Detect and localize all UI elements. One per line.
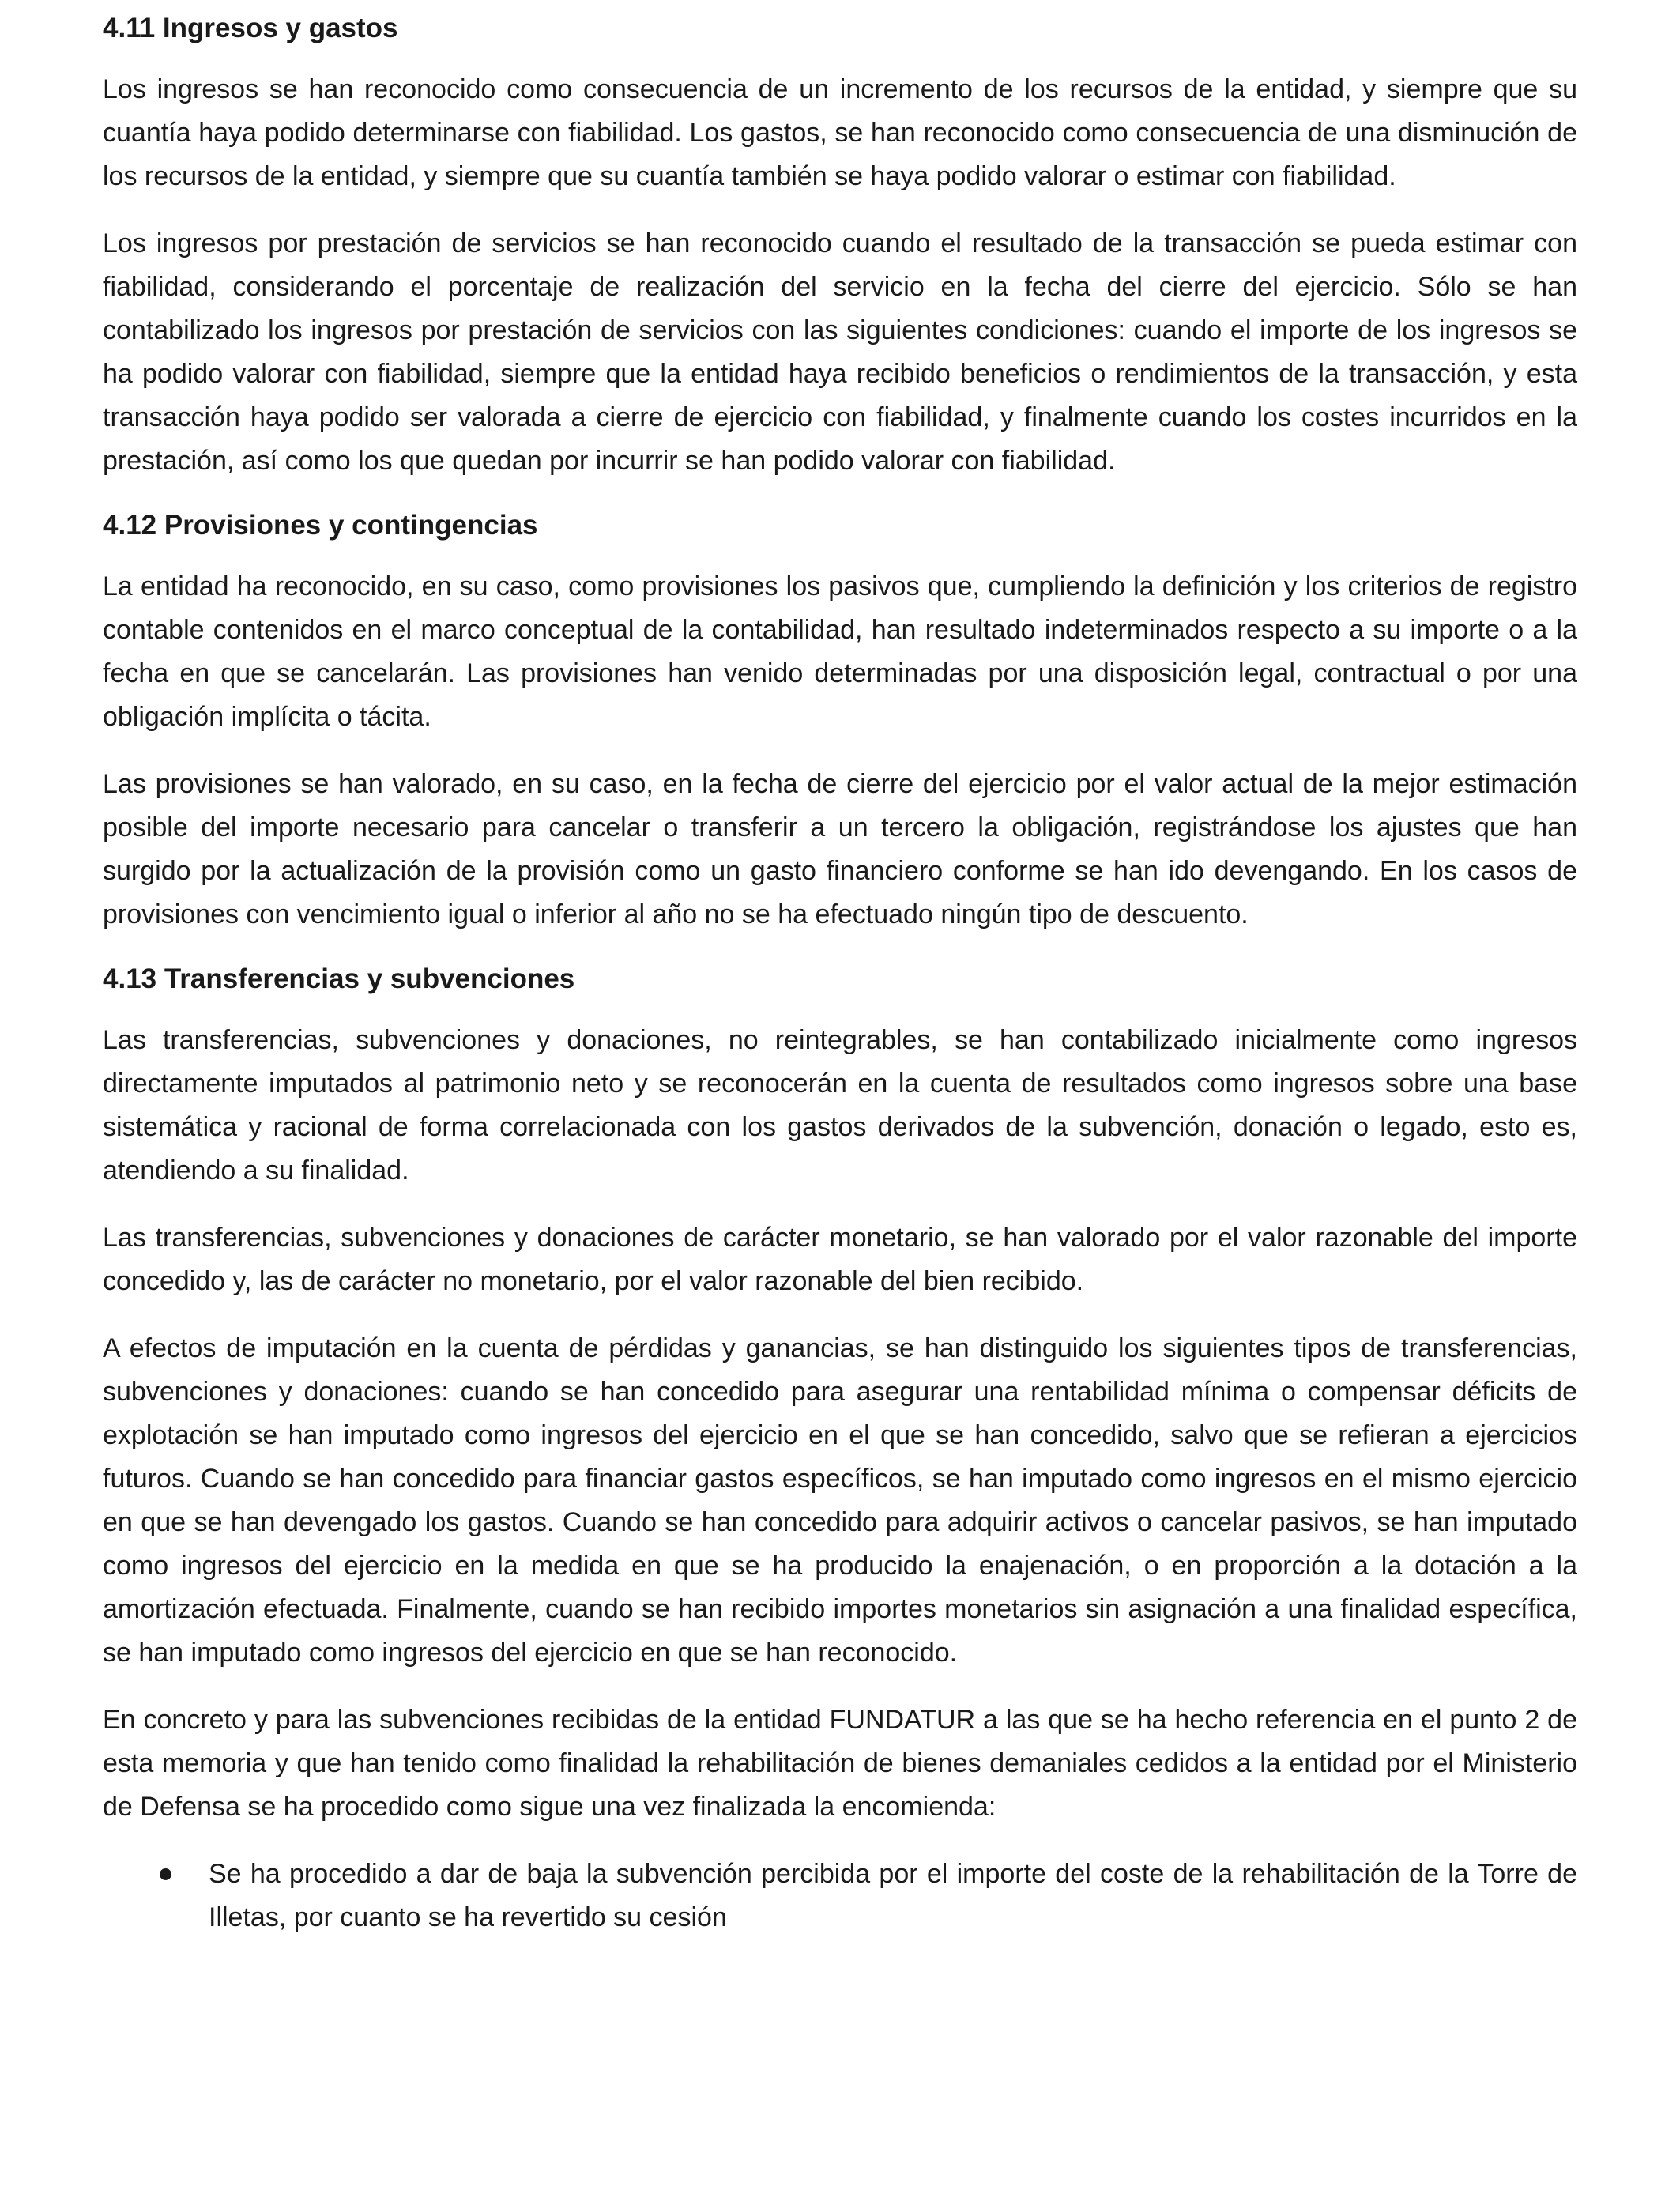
- document-page: [103, 9, 1577, 1940]
- bullet-list: [103, 1853, 1577, 1940]
- paragraph: Las transferencias, subvenciones y donaciones, no reintegrables, se han contabilizado inicialmente como ingresos directamente imputados al patrimonio neto y se reconocerán en la cuenta de resultados como ingresos sobre una base sistemática y racional de forma correlacionada con los gastos derivados de la subvención, donación o legado, esto es, atendiendo a su finalidad.: [103, 1025, 1577, 1186]
- section-heading-4-11: 4.11 Ingresos y gastos: [103, 13, 398, 43]
- paragraph: Las provisiones se han valorado, en su caso, en la fecha de cierre del ejercicio por el valor actual de la mejor estimación posible del importe necesario para cancelar o transferir a un tercero la obligación, registrándose los ajustes que han surgido por la actualización de la provisión como un gasto financiero conforme se han ido devengando. En los casos de provisiones con vencimiento igual o inferior al año no se ha efectuado ningún tipo de descuento.: [103, 769, 1577, 929]
- section-heading-4-13: 4.13 Transferencias y subvenciones: [103, 963, 575, 994]
- section-heading-4-12: 4.12 Provisiones y contingencias: [103, 510, 538, 541]
- paragraph: En concreto y para las subvenciones recibidas de la entidad FUNDATUR a las que se ha hecho referencia en el punto 2 de esta memoria y que han tenido como finalidad la rehabilitación de bienes demaniales cedidos a la entidad por el Ministerio de Defensa se ha procedido como sigue una vez finalizada la encomienda:: [103, 1705, 1577, 1822]
- paragraph: Las transferencias, subvenciones y donaciones de carácter monetario, se han valorado por el valor razonable del importe concedido y, las de carácter no monetario, por el valor razonable del bien recibido.: [103, 1223, 1577, 1296]
- paragraph: A efectos de imputación en la cuenta de pérdidas y ganancias, se han distinguido los siguientes tipos de transferencias, subvenciones y donaciones: cuando se han concedido para asegurar una rentabilidad mínima o compensar déficits de explotación se han imputado como ingresos del ejercicio en el que se han concedido, salvo que se refieran a ejercicios futuros. Cuando se han concedido para financiar gastos específicos, se han imputado como ingresos en el mismo ejercicio en que se han devengado los gastos. Cuando se han concedido para adquirir activos o cancelar pasivos, se han imputado como ingresos del ejercicio en la medida en que se ha producido la enajenación, o en proporción a la dotación a la amortización efectuada. Finalmente, cuando se han recibido importes monetarios sin asignación a una finalidad específica, se han imputado como ingresos del ejercicio en que se han reconocido.: [103, 1333, 1577, 1668]
- bullet-item: Se ha procedido a dar de baja la subvención percibida por el importe del coste de la rehabilitación de la Torre de Illetas, por cuanto se ha revertido su cesión: [209, 1853, 1577, 1940]
- paragraph: Los ingresos por prestación de servicios se han reconocido cuando el resultado de la transacción se pueda estimar con fiabilidad, considerando el porcentaje de realización del servicio en la fecha del cierre del ejercicio. Sólo se han contabilizado los ingresos por prestación de servicios con las siguientes condiciones: cuando el importe de los ingresos se ha podido valorar con fiabilidad, siempre que la entidad haya recibido beneficios o rendimientos de la transacción, y esta transacción haya podido ser valorada a cierre de ejercicio con fiabilidad, y finalmente cuando los costes incurridos en la prestación, así como los que quedan por incurrir se han podido valorar con fiabilidad.: [103, 228, 1577, 476]
- paragraph: Los ingresos se han reconocido como consecuencia de un incremento de los recursos de la entidad, y siempre que su cuantía haya podido determinarse con fiabilidad. Los gastos, se han reconocido como consecuencia de una disminución de los recursos de la entidad, y siempre que su cuantía también se haya podido valorar o estimar con fiabilidad.: [103, 74, 1577, 191]
- paragraph: La entidad ha reconocido, en su caso, como provisiones los pasivos que, cumpliendo la definición y los criterios de registro contable contenidos en el marco conceptual de la contabilidad, han resultado indeterminados respecto a su importe o a la fecha en que se cancelarán. Las provisiones han venido determinadas por una disposición legal, contractual o por una obligación implícita o tácita.: [103, 571, 1577, 732]
